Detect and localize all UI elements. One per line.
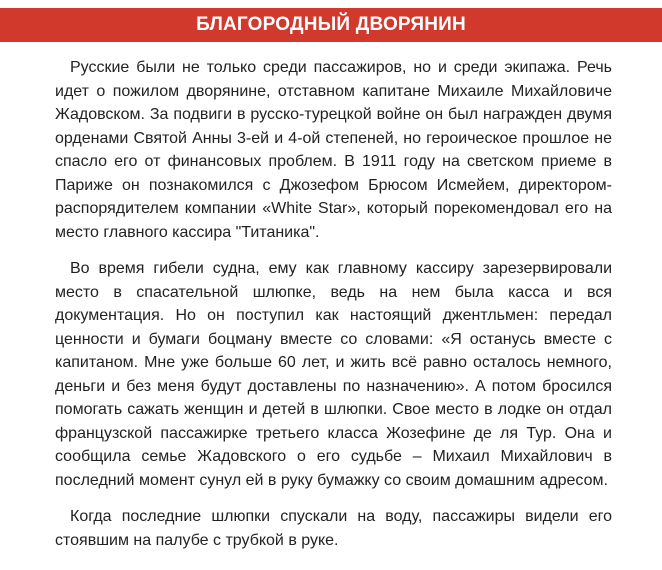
article-paragraph: Русские были не только среди пассажиров, но и среди экипажа. Речь идет о пожилом дворянине, отставном капитане Михаиле Михайловиче Жадовском. За подвиги в русско-турецкой войне он был награжден двумя орденами Святой Анны 3-ей и 4-ой степеней, но героическое прошлое не спасло его от финансовых проблем. В 1911 году на светском приеме в Париже он познакомился с Джозефом Брюсом Исмейем, директором-распорядителем компании «White Star», который порекомендовал его на место главного кассира "Титаника". bbox=[55, 59, 612, 241]
article-paragraph: Когда последние шлюпки спускали на воду, пассажиры видели его стоявшим на палубе с трубкой в руке. bbox=[55, 508, 612, 549]
article-body bbox=[55, 56, 612, 565]
section-header bbox=[0, 8, 662, 42]
section-title: БЛАГОРОДНЫЙ ДВОРЯНИН bbox=[196, 14, 466, 35]
article-paragraph: Во время гибели судна, ему как главному кассиру зарезервировали место в спасательной шлюпке, ведь на нем была касса и вся документация. Но он поступил как настоящий джентльмен: передал ценности и бумаги боцману вместе со словами: «Я останусь вместе с капитаном. Мне уже больше 60 лет, и жить всё равно осталось немного, деньги и без меня будут доставлены по назначению». А потом бросился помогать сажать женщин и детей в шлюпки. Свое место в лодке он отдал французской пассажирке третьего класса Жозефине де ля Тур. Она и сообщила семье Жадовского о его судьбе – Михаил Михайлович в последний момент сунул ей в руку бумажку со своим домашним адресом. bbox=[55, 260, 612, 489]
